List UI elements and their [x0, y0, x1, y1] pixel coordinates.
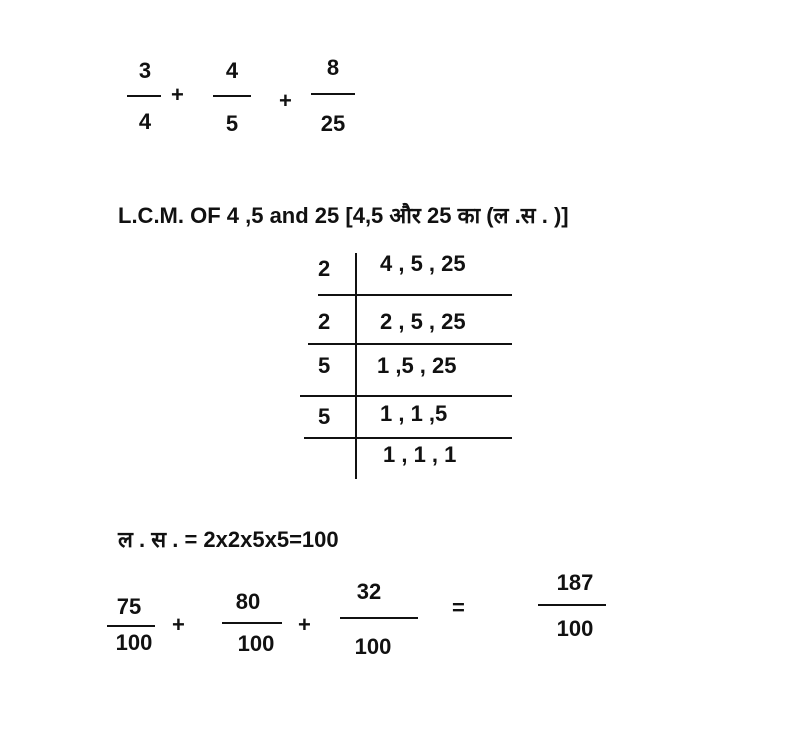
answer-bar [538, 604, 606, 606]
result-fraction-2-denominator: 100 [237, 631, 275, 656]
fraction-2-bar [213, 95, 251, 97]
table-row-divider [300, 395, 512, 397]
result-fraction-1-bar [107, 625, 155, 627]
table-divisor: 2 [318, 256, 331, 281]
result-fraction-3-denominator: 100 [354, 634, 392, 659]
plus-sign: + [279, 88, 292, 113]
table-row-divider [318, 294, 512, 296]
table-vertical-line [355, 253, 357, 479]
answer-numerator: 187 [556, 570, 594, 595]
lcm-heading: L.C.M. OF 4 ,5 and 25 [4,5 और 25 का (ल .स . )] [118, 203, 569, 228]
table-row-divider [308, 343, 512, 345]
result-fraction-1-denominator: 100 [115, 630, 153, 655]
fraction-1-numerator: 3 [138, 58, 152, 83]
table-values: 4 , 5 , 25 [380, 251, 466, 276]
fraction-2-numerator: 4 [225, 58, 239, 83]
result-fraction-2-numerator: 80 [235, 589, 261, 614]
table-values: 1 ,5 , 25 [377, 353, 457, 378]
plus-sign: + [172, 612, 185, 637]
fraction-3-numerator: 8 [326, 55, 340, 80]
result-fraction-1-numerator: 75 [116, 594, 142, 619]
lcm-result: ल . स . = 2x2x5x5=100 [118, 527, 339, 552]
answer-denominator: 100 [556, 616, 594, 641]
fraction-3-bar [311, 93, 355, 95]
result-fraction-3-numerator: 32 [356, 579, 382, 604]
plus-sign: + [298, 612, 311, 637]
table-divisor: 2 [318, 309, 331, 334]
table-row-divider [304, 437, 512, 439]
result-fraction-2-bar [222, 622, 282, 624]
table-values: 1 , 1 ,5 [380, 401, 448, 426]
table-values: 1 , 1 , 1 [383, 442, 457, 467]
fraction-2-denominator: 5 [225, 111, 239, 136]
fraction-1-bar [127, 95, 161, 97]
table-values: 2 , 5 , 25 [380, 309, 466, 334]
fraction-1-denominator: 4 [138, 109, 152, 134]
fraction-3-denominator: 25 [320, 111, 346, 136]
equals-sign: = [452, 595, 465, 620]
table-divisor: 5 [318, 353, 331, 378]
plus-sign: + [171, 82, 184, 107]
table-divisor: 5 [318, 404, 331, 429]
result-fraction-3-bar [340, 617, 418, 619]
